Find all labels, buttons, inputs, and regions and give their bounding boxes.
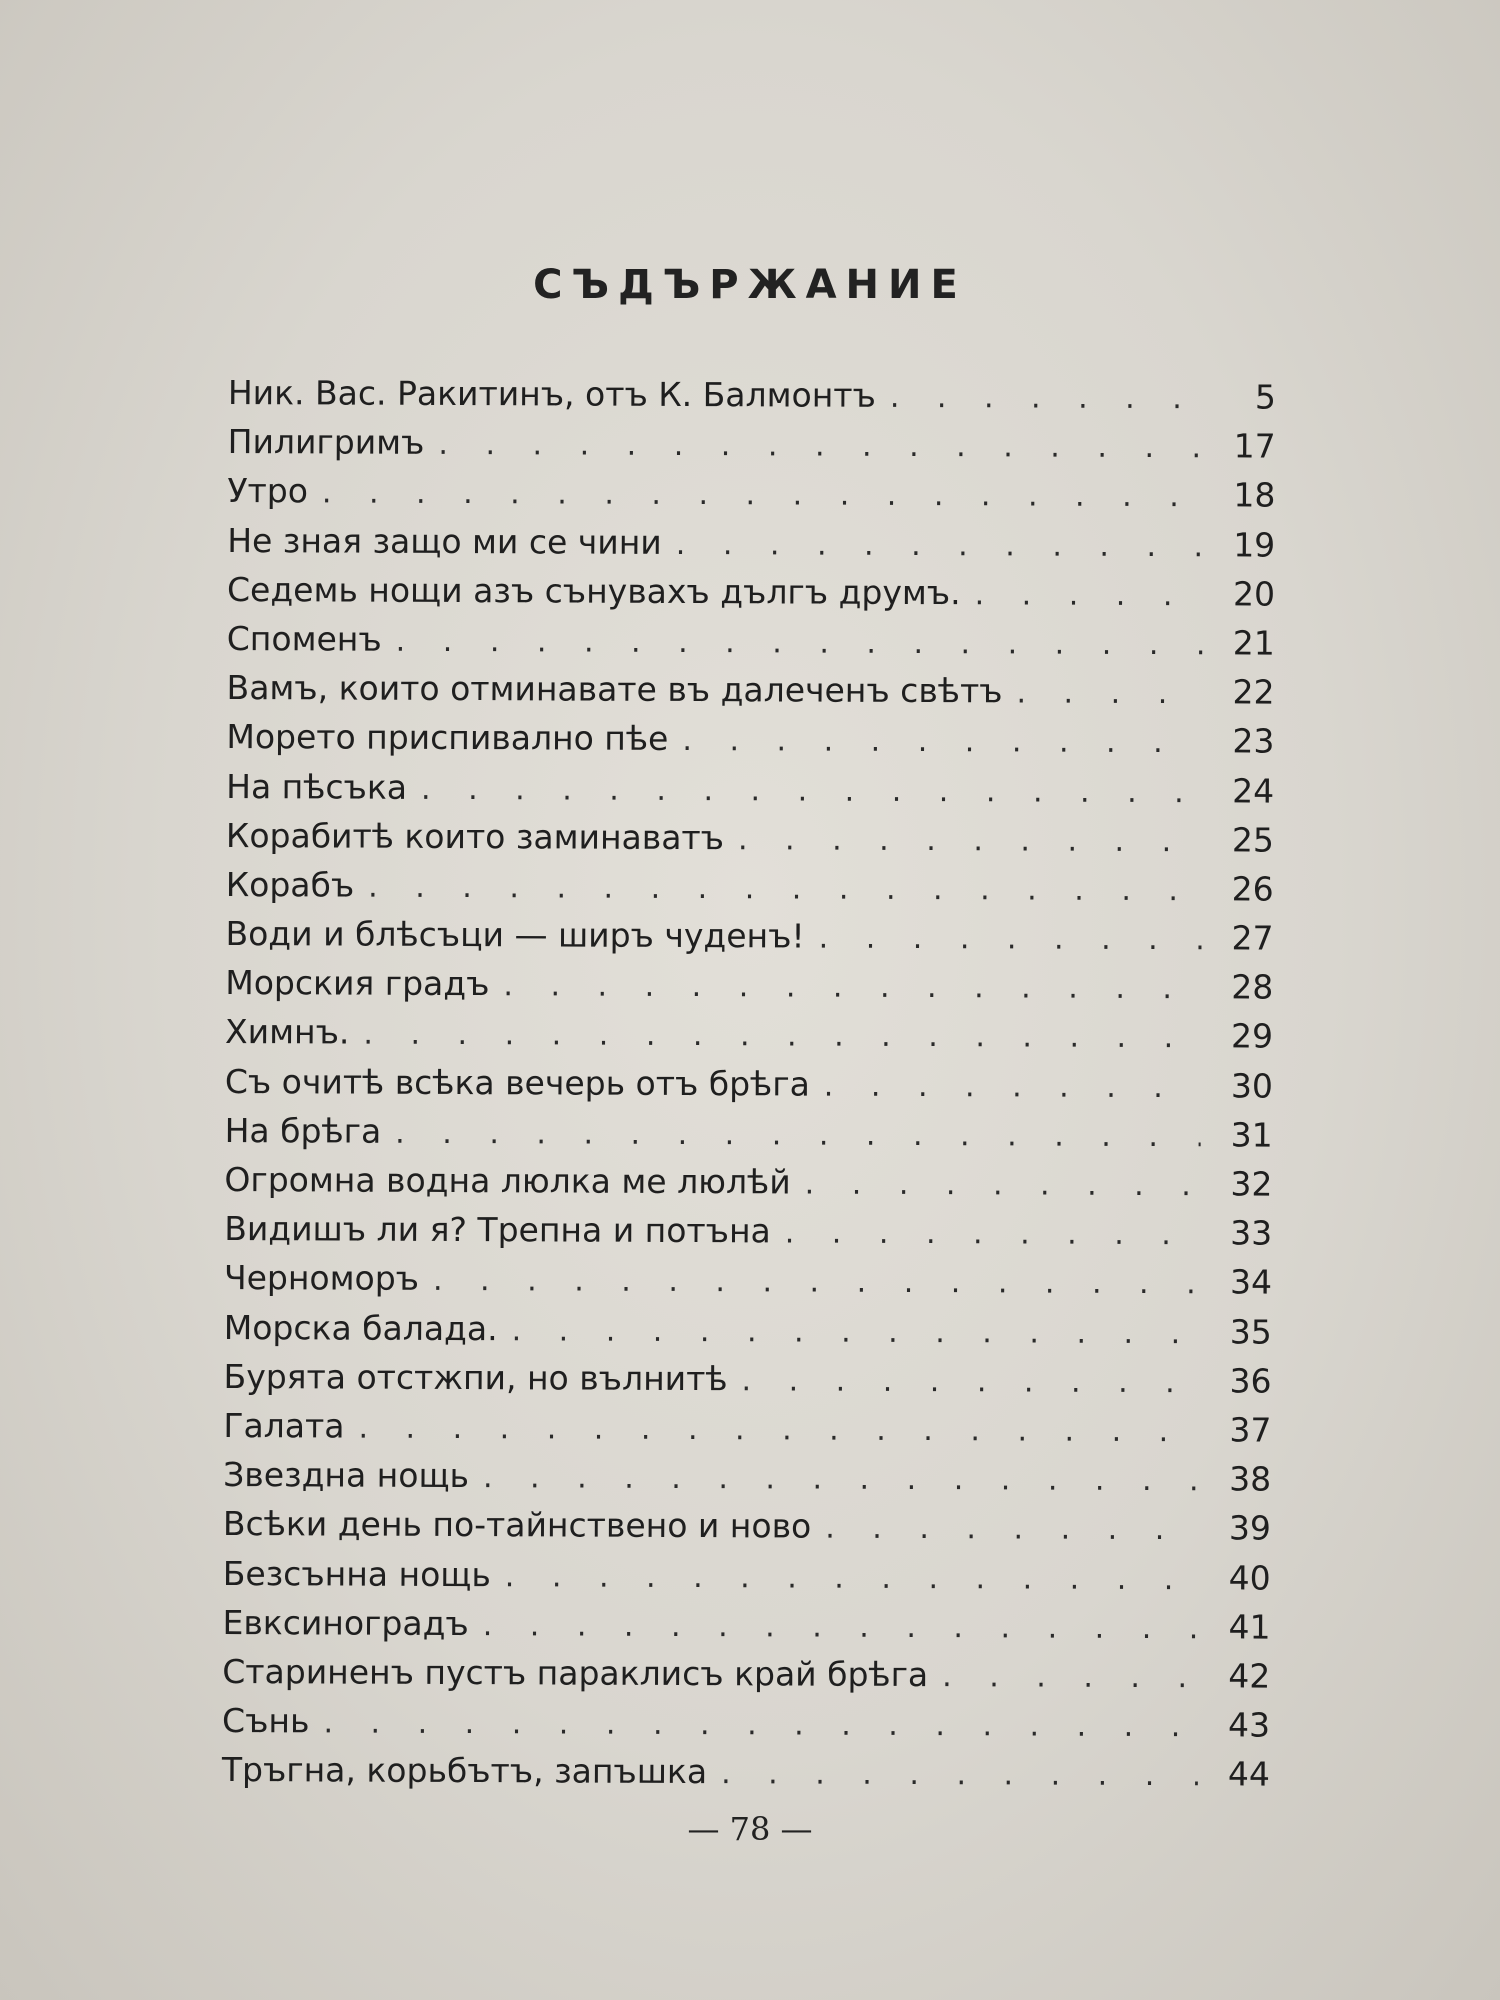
- dot-leader: [396, 617, 1203, 670]
- page-number: — 78 —: [687, 1810, 813, 1848]
- toc-entry: [225, 1106, 1273, 1160]
- toc-entry: [224, 1253, 1272, 1307]
- entry-title: Морския градъ: [225, 963, 490, 1004]
- entry-title: Корабъ: [225, 864, 355, 905]
- entry-page-number: 23: [1232, 721, 1275, 761]
- dot-leader: [825, 1504, 1199, 1555]
- dot-leader: [741, 1356, 1199, 1407]
- dot-leader: [1016, 669, 1202, 719]
- toc-entry: [225, 958, 1273, 1012]
- dot-leader: [682, 716, 1202, 767]
- toc-entry: [227, 614, 1275, 668]
- entry-page-number: 41: [1228, 1607, 1271, 1647]
- dot-leader: [483, 1601, 1199, 1653]
- entry-page-number: 44: [1227, 1754, 1270, 1794]
- entry-title: Вамъ, които отминавате въ далеченъ свѣтъ: [226, 668, 1003, 711]
- toc-entry: [222, 1696, 1270, 1750]
- entry-title: Звездна нощь: [223, 1455, 470, 1496]
- entry-page-number: 5: [1254, 377, 1276, 417]
- entry-page-number: 27: [1231, 918, 1274, 958]
- entry-page-number: 24: [1232, 770, 1275, 811]
- entry-title: Огромна водна люлка ме люлѣй: [224, 1159, 791, 1202]
- toc-entry: [224, 1204, 1272, 1258]
- toc-entry: [226, 712, 1274, 766]
- entry-page-number: 37: [1229, 1410, 1272, 1450]
- entry-page-number: 35: [1229, 1311, 1272, 1352]
- entry-title: Съ очитѣ всѣка вечерь отъ брѣга: [224, 1061, 810, 1104]
- entry-title: Морето приспивално пѣе: [226, 717, 669, 759]
- entry-title: Ник. Вас. Ракитинъ, отъ К. Балмонтъ: [227, 372, 876, 415]
- dot-leader: [433, 1256, 1200, 1309]
- entry-title: На брѣга: [224, 1110, 382, 1151]
- entry-title: Безсънна нощь: [222, 1553, 491, 1594]
- dot-leader: [805, 1160, 1201, 1211]
- toc-entry: [224, 1303, 1272, 1357]
- toc-entry: [226, 761, 1274, 815]
- dot-leader: [358, 1404, 1199, 1457]
- entry-title: Споменъ: [226, 618, 382, 659]
- dot-leader: [322, 469, 1204, 522]
- entry-title: Морска балада.: [223, 1307, 498, 1348]
- entry-title: Не зная защо ми се чини: [227, 520, 662, 562]
- toc-entry: [225, 1057, 1273, 1111]
- dot-leader: [503, 961, 1201, 1013]
- dot-leader: [368, 862, 1202, 915]
- entry-page-number: 26: [1231, 869, 1274, 909]
- entry-page-number: 38: [1229, 1459, 1272, 1499]
- toc-entry: [222, 1598, 1270, 1652]
- toc-entry: [222, 1647, 1270, 1701]
- entry-page-number: 33: [1230, 1213, 1273, 1253]
- table-of-contents: [222, 368, 1276, 1799]
- entry-page-number: 36: [1229, 1361, 1272, 1401]
- dot-leader: [824, 1061, 1201, 1112]
- dot-leader: [942, 1652, 1198, 1702]
- dot-leader: [890, 373, 1204, 424]
- entry-page-number: 34: [1229, 1262, 1273, 1302]
- toc-entry: [224, 1155, 1272, 1209]
- entry-title: Стариненъ пустъ параклисъ край брѣга: [222, 1651, 929, 1694]
- entry-page-number: 18: [1233, 475, 1276, 515]
- entry-page-number: 42: [1228, 1656, 1271, 1696]
- dot-leader: [323, 1698, 1198, 1751]
- entry-title: Всѣки день по-тайнствено и ново: [222, 1504, 812, 1546]
- toc-entry: [228, 417, 1276, 471]
- dot-leader: [363, 1010, 1201, 1063]
- entry-title: Корабитѣ които заминаватъ: [225, 815, 725, 857]
- toc-entry: [223, 1401, 1271, 1455]
- dot-leader: [438, 420, 1203, 473]
- toc-entry: [223, 1548, 1271, 1602]
- entry-title: Бурята отстжпи, но вълнитѣ: [223, 1356, 728, 1398]
- entry-page-number: 29: [1231, 1016, 1274, 1057]
- dot-leader: [785, 1209, 1201, 1260]
- dot-leader: [676, 520, 1204, 572]
- toc-entry: [223, 1450, 1271, 1504]
- entry-page-number: 30: [1230, 1066, 1273, 1106]
- entry-page-number: 20: [1232, 574, 1276, 614]
- dot-leader: [721, 1749, 1198, 1800]
- entry-title: Утро: [227, 471, 309, 511]
- dot-leader: [505, 1552, 1199, 1604]
- entry-title: Химнъ.: [225, 1012, 350, 1052]
- entry-page-number: 17: [1233, 426, 1276, 466]
- entry-page-number: 28: [1231, 967, 1274, 1007]
- entry-page-number: 31: [1230, 1115, 1273, 1155]
- entry-title: Пилигримъ: [227, 422, 425, 463]
- dot-leader: [975, 570, 1204, 620]
- toc-entry: [225, 909, 1273, 963]
- page-title: СЪДЪРЖАНИЕ: [533, 262, 967, 308]
- toc-entry: [222, 1745, 1270, 1799]
- entry-title: Води и блѣсъци — ширъ чуденъ!: [225, 914, 805, 956]
- entry-page-number: 21: [1232, 623, 1275, 663]
- dot-leader: [395, 1109, 1201, 1162]
- entry-page-number: 40: [1228, 1557, 1271, 1598]
- entry-title: Черноморъ: [223, 1258, 420, 1299]
- dot-leader: [512, 1306, 1200, 1358]
- dot-leader: [819, 914, 1202, 965]
- entry-title: Видишъ ли я? Трепна и потъна: [224, 1209, 771, 1251]
- toc-entry: [228, 368, 1276, 422]
- toc-entry: [226, 860, 1274, 914]
- toc-entry: [226, 663, 1274, 717]
- entry-title: Седемь нощи азъ сънувахъ дългъ друмъ.: [226, 569, 961, 612]
- dot-leader: [738, 815, 1202, 866]
- toc-entry: [227, 466, 1275, 520]
- entry-page-number: 39: [1228, 1508, 1272, 1548]
- toc-entry: [227, 565, 1275, 619]
- dot-leader: [483, 1453, 1199, 1505]
- entry-page-number: 43: [1228, 1705, 1271, 1745]
- entry-title: Тръгна, корьбътъ, запъшка: [221, 1750, 708, 1792]
- toc-entry: [223, 1499, 1271, 1553]
- entry-page-number: 19: [1233, 524, 1276, 565]
- toc-entry: [223, 1352, 1271, 1406]
- entry-title: Сънь: [222, 1701, 310, 1741]
- toc-entry: [225, 1007, 1273, 1061]
- entry-page-number: 32: [1230, 1164, 1273, 1204]
- entry-page-number: 22: [1232, 672, 1275, 712]
- entry-title: Евксиноградъ: [222, 1602, 469, 1643]
- toc-entry: [227, 516, 1275, 570]
- toc-entry: [226, 811, 1274, 865]
- entry-title: Галата: [223, 1405, 345, 1446]
- entry-page-number: 25: [1231, 820, 1275, 860]
- dot-leader: [421, 764, 1202, 817]
- entry-title: На пѣсъка: [226, 766, 408, 807]
